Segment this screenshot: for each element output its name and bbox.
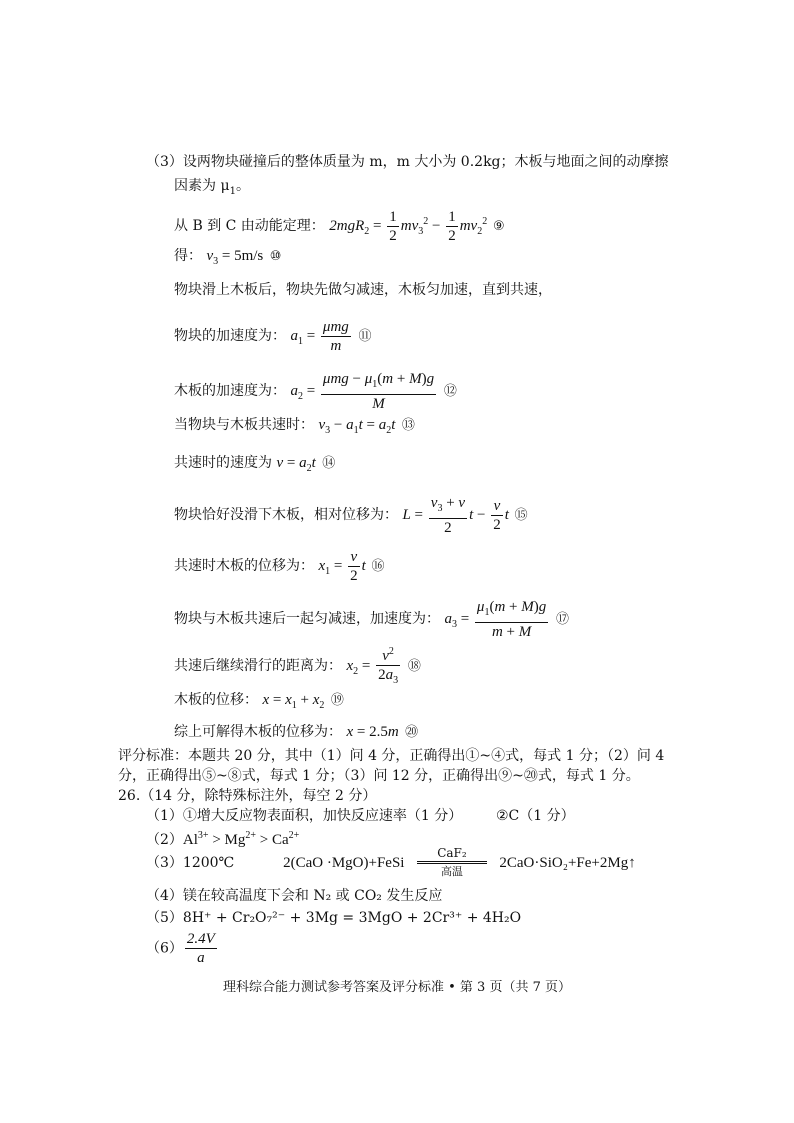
v3-result-line (174, 246, 281, 272)
q26-answer-1-right (496, 806, 575, 826)
energy-theorem-formula: 2mgR$_2$ = $\frac{1}{2}$ $mv_3^2$ − $\frac{1}{2}$ $mv_2^2$ (329, 209, 488, 244)
board-acceleration-line (174, 370, 457, 413)
reaction-condition (417, 846, 487, 880)
page-footer-text: 理科综合能力测试参考答案及评分标准 • 第 3 页（共 7 页） (222, 980, 571, 995)
q26-answer-4 (146, 886, 442, 906)
question-26-header-text: 26.（14 分，除特殊标注外，每空 2 分） (118, 788, 377, 804)
q26-answer-5 (146, 908, 521, 928)
reaction-temperature: 高温 (440, 865, 463, 878)
sliding-distance-label: 共速后继续滑行的距离为： (174, 657, 342, 674)
equation-mark-10: ⑩ (269, 249, 282, 264)
reaction-reactants: 2(CaO ·MgO)+FeSi (283, 855, 405, 871)
sliding-distance-formula: $x_2$ = $\frac{v^2}{2a_3}$ (346, 658, 405, 674)
part3-intro-line2 (174, 176, 250, 202)
common-speed-condition-line (174, 415, 415, 441)
q26-answer-4-text: （4）镁在较高温度下会和 N₂ 或 CO₂ 发生反应 (146, 888, 443, 904)
q26-answer-2-label: （2） (146, 832, 183, 848)
fraction-denominator: a (197, 950, 205, 966)
final-result-line (174, 722, 418, 743)
part3-intro-line1 (146, 152, 669, 172)
motion-description-line (174, 280, 552, 300)
v3-label: 得： (174, 248, 202, 264)
board-acceleration-label: 木板的加速度为： (174, 382, 286, 399)
reaction-products: 2CaO·SiO₂+Fe+2Mg↑ (499, 855, 636, 871)
joint-deceleration-line (174, 598, 569, 641)
block-acceleration-line (174, 318, 372, 355)
q26-answer-1-left: （1）①增大反应物表面积，加快反应速率（1 分） (146, 808, 463, 824)
common-speed-condition-formula: $v_3 - a_1t = a_2t$ (318, 417, 396, 436)
q26-answer-6-label: （6） (146, 940, 183, 957)
common-speed-label: 共速时的速度为 (174, 455, 272, 471)
total-displacement-line (174, 690, 344, 716)
final-result-formula: x = 2.5m (346, 724, 399, 740)
q26-answer-3-label: （3）1200℃ (146, 855, 235, 871)
part3-intro-text: （3）设两物块碰撞后的整体质量为 m，m 大小为 0.2kg；木板与地面之间的动摩擦 (146, 154, 669, 170)
reaction-catalyst: CaF₂ (417, 846, 487, 864)
block-acceleration-formula: $a_1$ = $\frac{\text{μmg}}{m}$ (290, 319, 349, 354)
scoring-text1: 评分标准：本题共 20 分，其中（1）问 4 分，正确得出①~④式，每式 1 分；（2）问 4 (118, 748, 665, 764)
equation-mark-16: ⑯ (371, 558, 385, 574)
q26-answer-1-right-text: ②C（1 分） (496, 808, 575, 824)
common-speed-condition-label: 当物块与木板共速时： (174, 417, 314, 433)
final-result-label: 综上可解得木板的位移为： (174, 724, 342, 740)
equation-mark-18: ⑱ (407, 658, 421, 674)
relative-displacement-line (174, 494, 528, 537)
scoring-line1 (118, 746, 664, 766)
q26-answer-6-fraction (185, 930, 217, 967)
v3-formula: $v_3 = 5m/s$ (206, 248, 264, 267)
relative-displacement-label: 物块恰好没滑下木板，相对位移为： (174, 506, 398, 523)
equation-mark-20: ⑳ (405, 725, 419, 740)
joint-deceleration-label: 物块与木板共速后一起匀减速，加速度为： (174, 610, 440, 627)
relative-displacement-formula: L = $\frac{v_3 + v}{2}$ t − $\frac{v}{2}$ t (402, 495, 509, 536)
board-displacement-label: 共速时木板的位移为： (174, 557, 314, 574)
equation-mark-14: ⑭ (322, 456, 336, 471)
board-displacement-formula: $x_1$ = $\frac{v}{2}$ t (318, 549, 366, 584)
equation-mark-9: ⑨ (492, 218, 505, 234)
equation-mark-13: ⑬ (401, 418, 415, 433)
friction-coefficient-text: 因素为 μ (174, 178, 230, 194)
motion-description: 物块滑上木板后，物块先做匀减速，木板匀加速，直到共速， (174, 282, 552, 298)
equation-mark-12: ⑫ (443, 383, 457, 399)
equation-mark-15: ⑮ (514, 507, 528, 523)
friction-sub: 1 (229, 185, 236, 197)
block-acceleration-label: 物块的加速度为： (174, 327, 286, 344)
equation-mark-11: ⑪ (358, 328, 372, 344)
q26-answer-3 (146, 846, 636, 880)
equation-mark-17: ⑰ (556, 611, 570, 627)
q26-answer-1 (146, 806, 462, 826)
scoring-text2: 分，正确得出⑤~⑧式，每式 1 分；（3）问 12 分，正确得出⑨~⑳式，每式 1 分。 (118, 768, 640, 784)
q26-answer-6 (146, 930, 219, 967)
common-speed-formula: $v = a_2t$ (276, 455, 316, 474)
energy-theorem-line (174, 208, 505, 245)
total-displacement-formula: $x = x_1 + x_2$ (262, 692, 325, 711)
question-26-header (118, 786, 376, 806)
total-displacement-label: 木板的位移： (174, 692, 258, 708)
equation-mark-19: ⑲ (330, 693, 344, 708)
common-speed-line (174, 453, 335, 479)
joint-deceleration-formula: $a_3$ = $\frac{\mu_1(m + M)g}{m + M}$ (444, 599, 547, 640)
page-footer (0, 976, 794, 995)
q26-answer-5-text: （5）8H⁺ + Cr₂O₇²⁻ + 3Mg = 3MgO + 2Cr³⁺ + 4H₂O (146, 910, 522, 926)
intro-end: 。 (235, 178, 250, 194)
scoring-line2 (118, 766, 640, 786)
board-displacement-line (174, 548, 385, 585)
energy-theorem-label: 从 B 到 C 由动能定理： (174, 217, 325, 234)
ion-order: $Al^{3+} > Mg^{2+} > Ca^{2+}$ (182, 830, 300, 848)
board-acceleration-formula: $a_2$ = $\frac{\mu mg - \mu_1(m + M)g}{M}$ (290, 371, 435, 412)
sliding-distance-line (174, 643, 421, 690)
fraction-numerator: 2.4V (186, 931, 215, 947)
